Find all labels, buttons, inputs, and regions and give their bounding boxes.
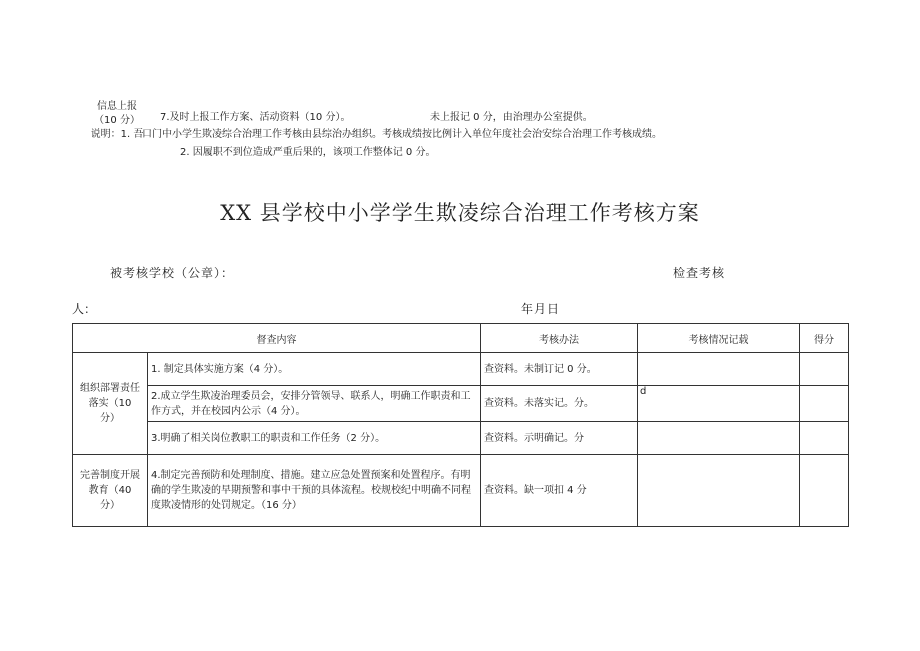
method-cell: 查资料。示明确记。分 [481, 422, 638, 455]
category-line: 落实（10 [88, 398, 132, 409]
method-cell: 查资料。未制订记 0 分。 [481, 353, 638, 386]
category-cell [73, 353, 148, 455]
page-title: XX 县学校中小学学生欺凌综合治理工作考核方案 [220, 201, 700, 225]
header-method: 考核办法 [481, 324, 638, 353]
category-line: 组织部署责任 [80, 383, 140, 394]
category-cell [73, 455, 148, 527]
header-score: 得分 [800, 324, 849, 353]
method-cell: 查资料。未落实记。分。 [481, 386, 638, 422]
table-row [73, 422, 849, 455]
school-seal-label: 被考核学校（公章）： [110, 266, 235, 280]
method-cell: 查资料。缺一项扣 4 分 [481, 455, 638, 527]
record-cell[interactable] [638, 386, 800, 422]
content-cell: 4.制定完善预防和处理制度、措施。建立应急处置预案和处置程序。有明确的学生欺凌的早期预警和事中干预的具体流程。校规校纪中明确不同程度欺凌情形的处罚规定。（16 分） [148, 455, 481, 527]
table-row [73, 353, 849, 386]
header-left-line-1: 信息上报 [97, 101, 137, 112]
record-mark: d [640, 386, 647, 397]
score-cell[interactable] [800, 422, 849, 455]
review-table [72, 323, 849, 527]
score-cell[interactable] [800, 386, 849, 422]
header-left-line-3: 说明：1. 吾 [90, 129, 144, 140]
table-row [73, 455, 849, 527]
header-item-7-note: 未上报记 0 分，由治理办公室提供。 [430, 112, 593, 123]
header-note-1: 口门中小学生欺凌综合治理工作考核由县综治办组织。考核成绩按比例计入单位年度社会治安综合治理工作考核成绩。 [142, 129, 662, 140]
content-cell: 1. 制定具体实施方案（4 分）。 [148, 353, 481, 386]
table-row [73, 386, 849, 422]
category-line: 教育（40 [88, 485, 132, 496]
header-left-line-2: （10 分） [94, 115, 140, 126]
inspector-label: 检查考核 [673, 266, 726, 280]
date-label: 年月日 [521, 302, 561, 316]
record-cell[interactable] [638, 353, 800, 386]
header-item-7: 7.及时上报工作方案、活动资料（10 分）。 [160, 112, 351, 123]
header-content: 督查内容 [73, 324, 481, 353]
score-cell[interactable] [800, 455, 849, 527]
record-cell[interactable] [638, 455, 800, 527]
header-record: 考核情况记载 [638, 324, 800, 353]
table-header-row [73, 324, 849, 353]
score-cell[interactable] [800, 353, 849, 386]
category-line: 分） [100, 413, 120, 424]
category-line: 分） [100, 500, 120, 511]
inspector-person-label: 人： [72, 302, 97, 316]
category-line: 完善制度开展 [80, 470, 140, 481]
record-cell[interactable] [638, 422, 800, 455]
content-cell: 3.明确了相关岗位教职工的职责和工作任务（2 分）。 [148, 422, 481, 455]
content-cell: 2.成立学生欺凌治理委员会，安排分管领导、联系人，明确工作职责和工作方式，并在校园内公示（4 分）。 [148, 386, 481, 422]
header-note-2: 2. 因履职不到位造成严重后果的，该项工作整体记 0 分。 [180, 147, 436, 158]
